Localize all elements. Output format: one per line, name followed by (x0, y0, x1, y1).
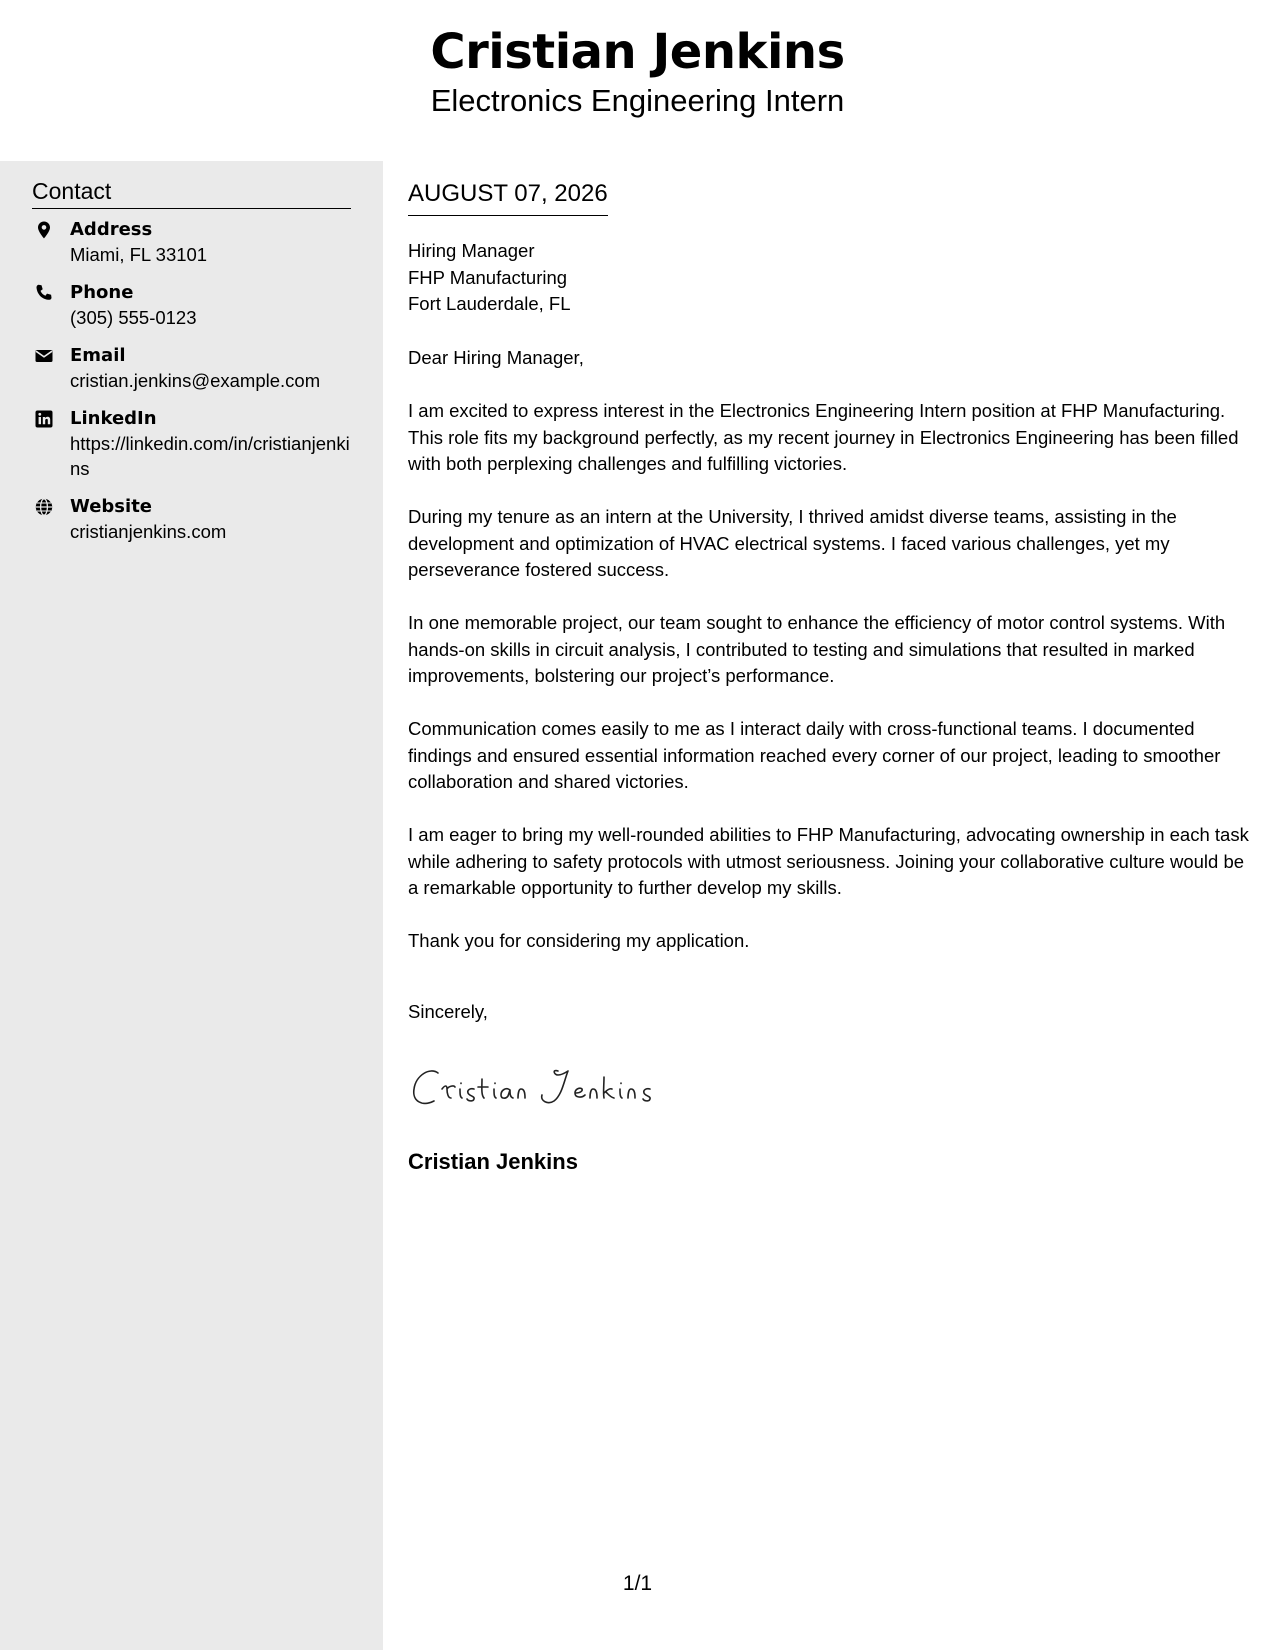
contact-value: cristian.jenkins@example.com (70, 370, 321, 391)
recipient-line: Hiring Manager (408, 240, 535, 261)
recipient-block (408, 238, 570, 318)
contact-value[interactable]: https://linkedin.com/in/cristianjenkins (70, 433, 350, 479)
linkedin-icon (34, 409, 54, 429)
contact-label: LinkedIn (70, 408, 157, 429)
letter-paragraph: During my tenure as an intern at the University, I thrived amidst diverse teams, assisting in the development and optimization of HVAC electrical systems. I faced various challenges, yet my perseverance fostered success. (408, 506, 1177, 580)
handwritten-signature (408, 1059, 678, 1115)
contact-label: Website (70, 496, 153, 517)
contact-label: Email (70, 345, 126, 366)
closing: Sincerely, (408, 1001, 488, 1022)
candidate-name: Cristian Jenkins (430, 24, 845, 80)
candidate-role: Electronics Engineering Intern (430, 83, 845, 118)
recipient-line: Fort Lauderdale, FL (408, 293, 571, 314)
letter-paragraph: In one memorable project, our team sought to enhance the efficiency of motor control systems. With hands-on skills in circuit analysis, I contributed to testing and simulations that resulted in marked improvements, bolstering our project’s performance. (408, 612, 1226, 686)
recipient-line: FHP Manufacturing (408, 266, 568, 288)
letter-paragraph: Communication comes easily to me as I interact daily with cross-functional teams. I documented findings and ensured essential information reached every corner of our project, leading to smoother collaboration and shared victories. (408, 718, 1221, 792)
contact-label: Address (70, 219, 153, 240)
header (0, 0, 1275, 160)
letter-paragraph: I am excited to express interest in the Electronics Engineering Intern position at FHP Manufacturing. This role fits my background perfectly, as my recent journey in Electronics Engineering has been filled with both perplexing challenges and fulfilling victories. (408, 400, 1239, 474)
contact-value: Miami, FL 33101 (70, 244, 208, 265)
envelope-icon (34, 346, 54, 366)
letter-paragraph: I am eager to bring my well-rounded abilities to FHP Manufacturing, advocating ownership in each task while adhering to safety protocols with utmost seriousness. Joining your collaborative culture would be a remarkable opportunity to further develop my skills. (408, 824, 1249, 898)
letter-paragraph: Thank you for considering my application. (408, 930, 750, 951)
salutation: Dear Hiring Manager, (408, 347, 584, 368)
contact-value[interactable]: cristianjenkins.com (70, 521, 227, 542)
phone-icon (34, 283, 54, 303)
contact-label: Phone (70, 282, 134, 303)
contact-value: (305) 555-0123 (70, 307, 197, 328)
page-number: 1/1 (622, 1572, 653, 1595)
contact-heading: Contact (32, 176, 351, 209)
letter-date: AUGUST 07, 2026 (408, 179, 608, 216)
map-pin-icon (34, 220, 54, 240)
globe-icon (34, 497, 54, 517)
contact-sidebar (0, 161, 383, 1650)
signer-name: Cristian Jenkins (408, 1149, 578, 1174)
